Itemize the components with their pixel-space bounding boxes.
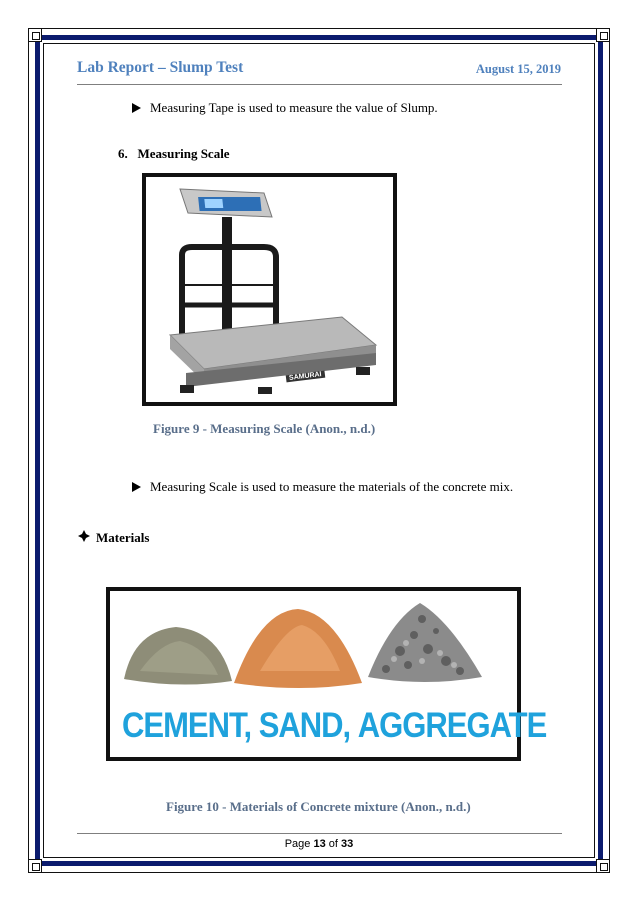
figure-10-caption: Figure 10 - Materials of Concrete mixture (Anon., n.d.) — [166, 799, 471, 814]
materials-heading — [78, 530, 149, 546]
header-date: August 15, 2019 — [475, 62, 561, 76]
figure-measuring-scale-image — [142, 173, 397, 406]
measuring-scale-illustration — [146, 177, 393, 402]
corner-ornament-top-right — [596, 28, 610, 42]
footer-rule — [77, 833, 562, 834]
total-page-count: 33 — [341, 838, 354, 850]
corner-ornament-bottom-right — [596, 859, 610, 873]
materials-labels — [122, 705, 547, 746]
section-heading — [118, 146, 230, 162]
corner-ornament-top-left — [28, 28, 42, 42]
current-page-number: 13 — [313, 838, 326, 850]
materials-title: Materials — [96, 530, 150, 545]
sand-label: SAND, — [258, 705, 351, 746]
arrow-bullet-icon — [132, 482, 141, 492]
cement-label: CEMENT, — [122, 705, 252, 746]
figure-9-caption: Figure 9 - Measuring Scale (Anon., n.d.) — [153, 421, 376, 436]
page-number-footer — [0, 838, 638, 850]
arrow-bullet-icon — [132, 103, 141, 113]
bullet-text: Measuring Scale is used to measure the materials of the concrete mix. — [150, 479, 514, 494]
section-title: Measuring Scale — [137, 146, 230, 161]
bullet-text: Measuring Tape is used to measure the value of Slump. — [150, 100, 438, 115]
header-rule — [77, 84, 562, 85]
page-of-label: of — [328, 838, 338, 850]
bullet-measuring-tape — [132, 100, 438, 116]
header-title: Lab Report – Slump Test — [77, 59, 244, 76]
bullet-measuring-scale — [132, 479, 513, 495]
section-number: 6. — [118, 146, 128, 161]
page-label: Page — [284, 838, 311, 850]
corner-ornament-bottom-left — [28, 859, 42, 873]
figure-materials-image — [106, 587, 547, 761]
scale-brand-label: SAMURAI — [286, 371, 325, 383]
diamond-bullet-icon — [78, 530, 90, 546]
aggregate-label: AGGREGATE — [357, 705, 547, 746]
